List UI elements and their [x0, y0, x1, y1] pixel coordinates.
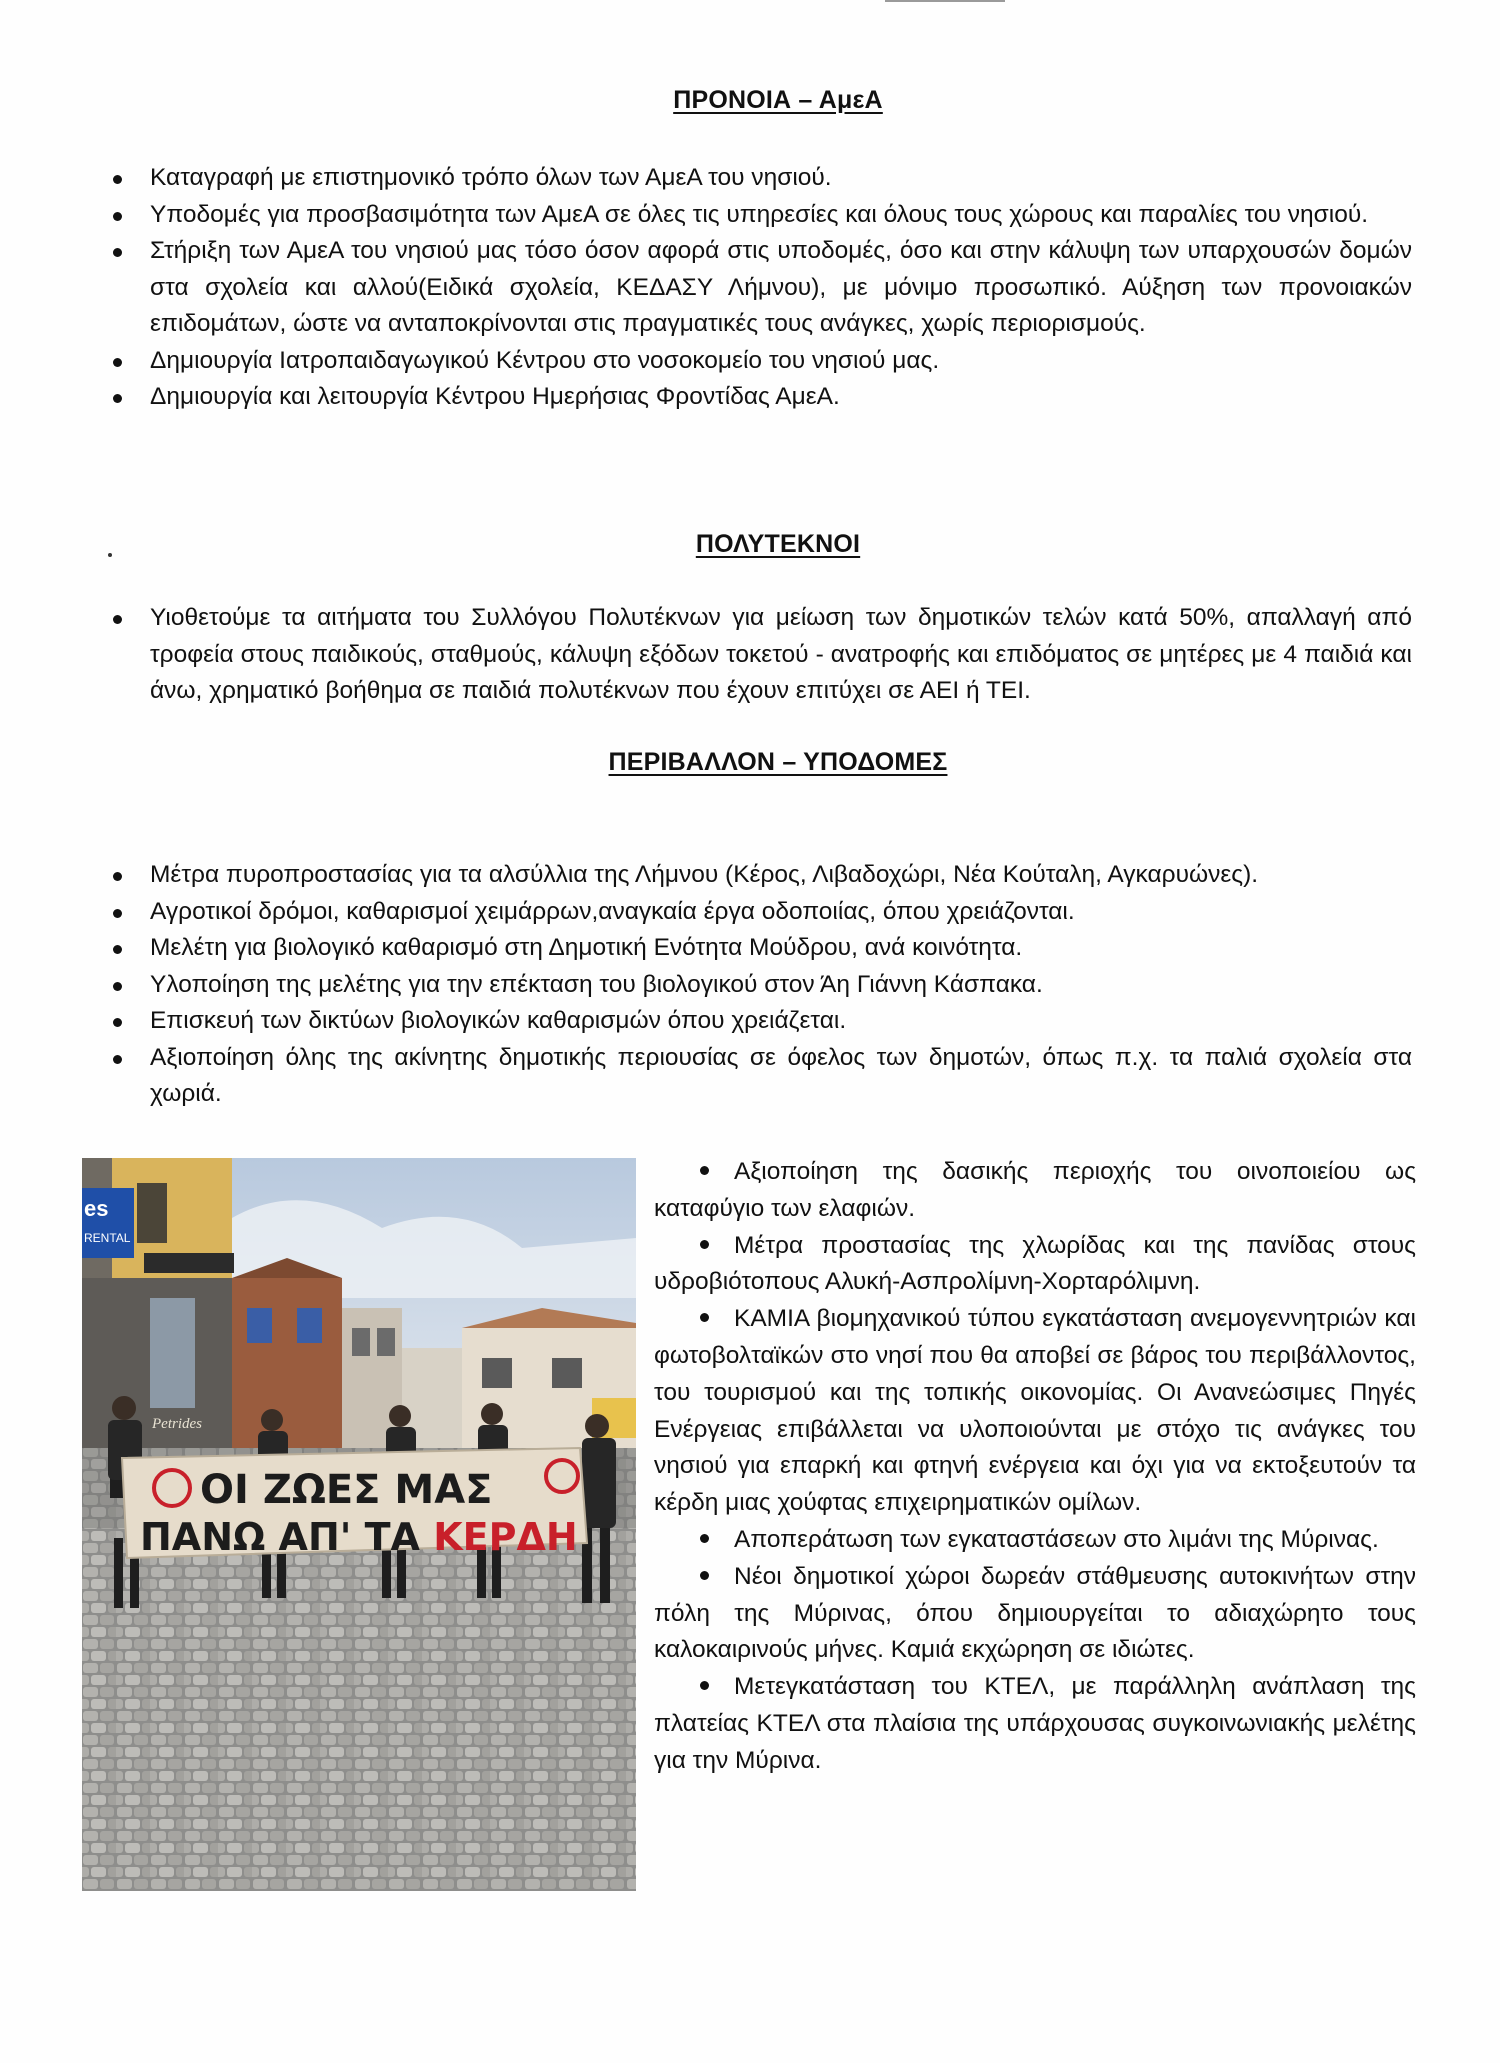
list-item: Δημιουργία Ιατροπαιδαγωγικού Κέντρου στο νοσοκομείο του νησιού μας.	[150, 343, 1412, 380]
list-item: Καταγραφή με επιστημονικό τρόπο όλων των ΑμεΑ του νησιού.	[150, 160, 1412, 197]
list-item: Αγροτικοί δρόμοι, καθαρισμοί χειμάρρων,αναγκαία έργα οδοποιίας, όπου χρειάζονται.	[150, 894, 1412, 931]
protest-photo	[82, 1158, 636, 1891]
banner-line-2: ΠΑΝΩ ΑΠ' ΤΑ ΚΕΡΔΗ	[140, 1515, 578, 1559]
bullet-icon	[700, 1571, 709, 1580]
list-item: Υποδομές για προσβασιμότητα των ΑμεΑ σε όλες τις υπηρεσίες και όλους τους χώρους και παραλίες του νησιού.	[150, 197, 1412, 234]
bullet-icon	[700, 1681, 709, 1690]
list-item: Μετεγκατάσταση του ΚΤΕΛ, με παράλληλη ανάπλαση της πλατείας ΚΤΕΛ στα πλαίσια της υπάρχουσας συγκοινωνιακής μελέτης για την Μύρινα.	[654, 1673, 1416, 1774]
list-item: Μελέτη για βιολογικό καθαρισμό στη Δημοτική Ενότητα Μούδρου, ανά κοινότητα.	[150, 930, 1412, 967]
banner-line-1: ΟΙ ΖΩΕΣ ΜΑΣ	[200, 1467, 493, 1513]
list-item: Δημιουργία και λειτουργία Κέντρου Ημερήσιας Φροντίδας ΑμεΑ.	[150, 379, 1412, 416]
bullet-icon	[700, 1166, 709, 1175]
bullet-icon	[700, 1534, 709, 1543]
scan-edge-mark	[885, 0, 1005, 2]
list-item: Επισκευή των δικτύων βιολογικών καθαρισμών όπου χρειάζεται.	[150, 1003, 1412, 1040]
list-item: Αξιοποίηση της δασικής περιοχής του οινοποιείου ως καταφύγιο των ελαφιών.	[654, 1158, 1416, 1222]
bullet-icon	[700, 1240, 709, 1249]
list-item: Αποπεράτωση των εγκαταστάσεων στο λιμάνι της Μύρινας.	[654, 1522, 1416, 1559]
large-families-list	[150, 600, 1412, 710]
list-item: Υλοποίηση της μελέτης για την επέκταση του βιολογικού στον Άη Γιάννη Κάσπακα.	[150, 967, 1412, 1004]
environment-list	[150, 857, 1412, 1113]
section-heading-environment: ΠΕΡΙΒΑΛΛΟΝ – ΥΠΟΔΟΜΕΣ	[608, 748, 948, 776]
shop-sign-text: es	[84, 1196, 109, 1221]
list-item: Μέτρα προστασίας της χλωρίδας και της πανίδας στους υδροβιότοπους Αλυκή-Ασπρολίμνη-Χορταρόλιμνη.	[654, 1231, 1416, 1296]
bullet-icon	[700, 1313, 709, 1322]
environment-side-list	[654, 1154, 1416, 1780]
list-item: Αξιοποίηση όλης της ακίνητης δημοτικής περιουσίας σε όφελος των δημοτών, όπως π.χ. τα παλιά σχολεία στα χωριά.	[150, 1040, 1412, 1113]
list-item: Νέοι δημοτικοί χώροι δωρεάν στάθμευσης αυτοκινήτων στην πόλη της Μύρινας, όπου δημιουργείται το αδιαχώρητο τους καλοκαιρινούς μήνες. Καμιά εκχώρηση σε ιδιώτες.	[654, 1562, 1416, 1664]
list-item: Μέτρα πυροπροστασίας για τα αλσύλλια της Λήμνου (Κέρος, Λιβαδοχώρι, Νέα Κούταλη, Αγκαρυώνες).	[150, 857, 1412, 894]
list-item: ΚΑΜΙΑ βιομηχανικού τύπου εγκατάσταση ανεμογεννητριών και φωτοβολταϊκών στο νησί που θα αποβεί σε βάρος του περιβάλλοντος, του τουρισμού και της τοπικής οικονομίας. Οι Ανανεώσιμες Πηγές Ενέργειας επιβάλλεται να υλοποιούνται με στόχο τις ανάγκες του νησιού για επαρκή και φτηνή ενέργεια και όχι για να εκτοξευτούν τα κέρδη μιας χούφτας επιχειρηματικών ομίλων.	[654, 1305, 1416, 1517]
welfare-list	[150, 160, 1412, 416]
list-item: Υιοθετούμε τα αιτήματα του Συλλόγου Πολυτέκνων για μείωση των δημοτικών τελών κατά 50%, απαλλαγή από τροφεία στους παιδικούς, σταθμούς, κάλυψη εξόδων τοκετού - ανατροφής και επιδόματος σε μητέρες με 4 παιδιά και άνω, χρηματικό βοήθημα σε παιδιά πολυτέκνων που έχουν επιτύχει σε ΑΕΙ ή ΤΕΙ.	[150, 600, 1412, 710]
shop-name-text: Petrides	[152, 1416, 202, 1432]
section-heading-large-families: ΠΟΛΥΤΕΚΝΟΙ	[695, 530, 861, 558]
list-item: Στήριξη των ΑμεΑ του νησιού μας τόσο όσον αφορά στις υποδομές, όσο και στην κάλυψη των υπαρχουσών δομών στα σχολεία και αλλού(Ειδικά σχολεία, ΚΕΔΑΣΥ Λήμνου), με μόνιμο προσωπικό. Αύξηση των προνοιακών επιδομάτων, ώστε να ανταποκρίνονται στις πραγματικές τους ανάγκες, χωρίς περιορισμούς.	[150, 233, 1412, 343]
shop-sign-subtext: RENTAL	[84, 1231, 131, 1245]
section-heading-welfare: ΠΡΟΝΟΙΑ – ΑμεΑ	[673, 86, 883, 114]
